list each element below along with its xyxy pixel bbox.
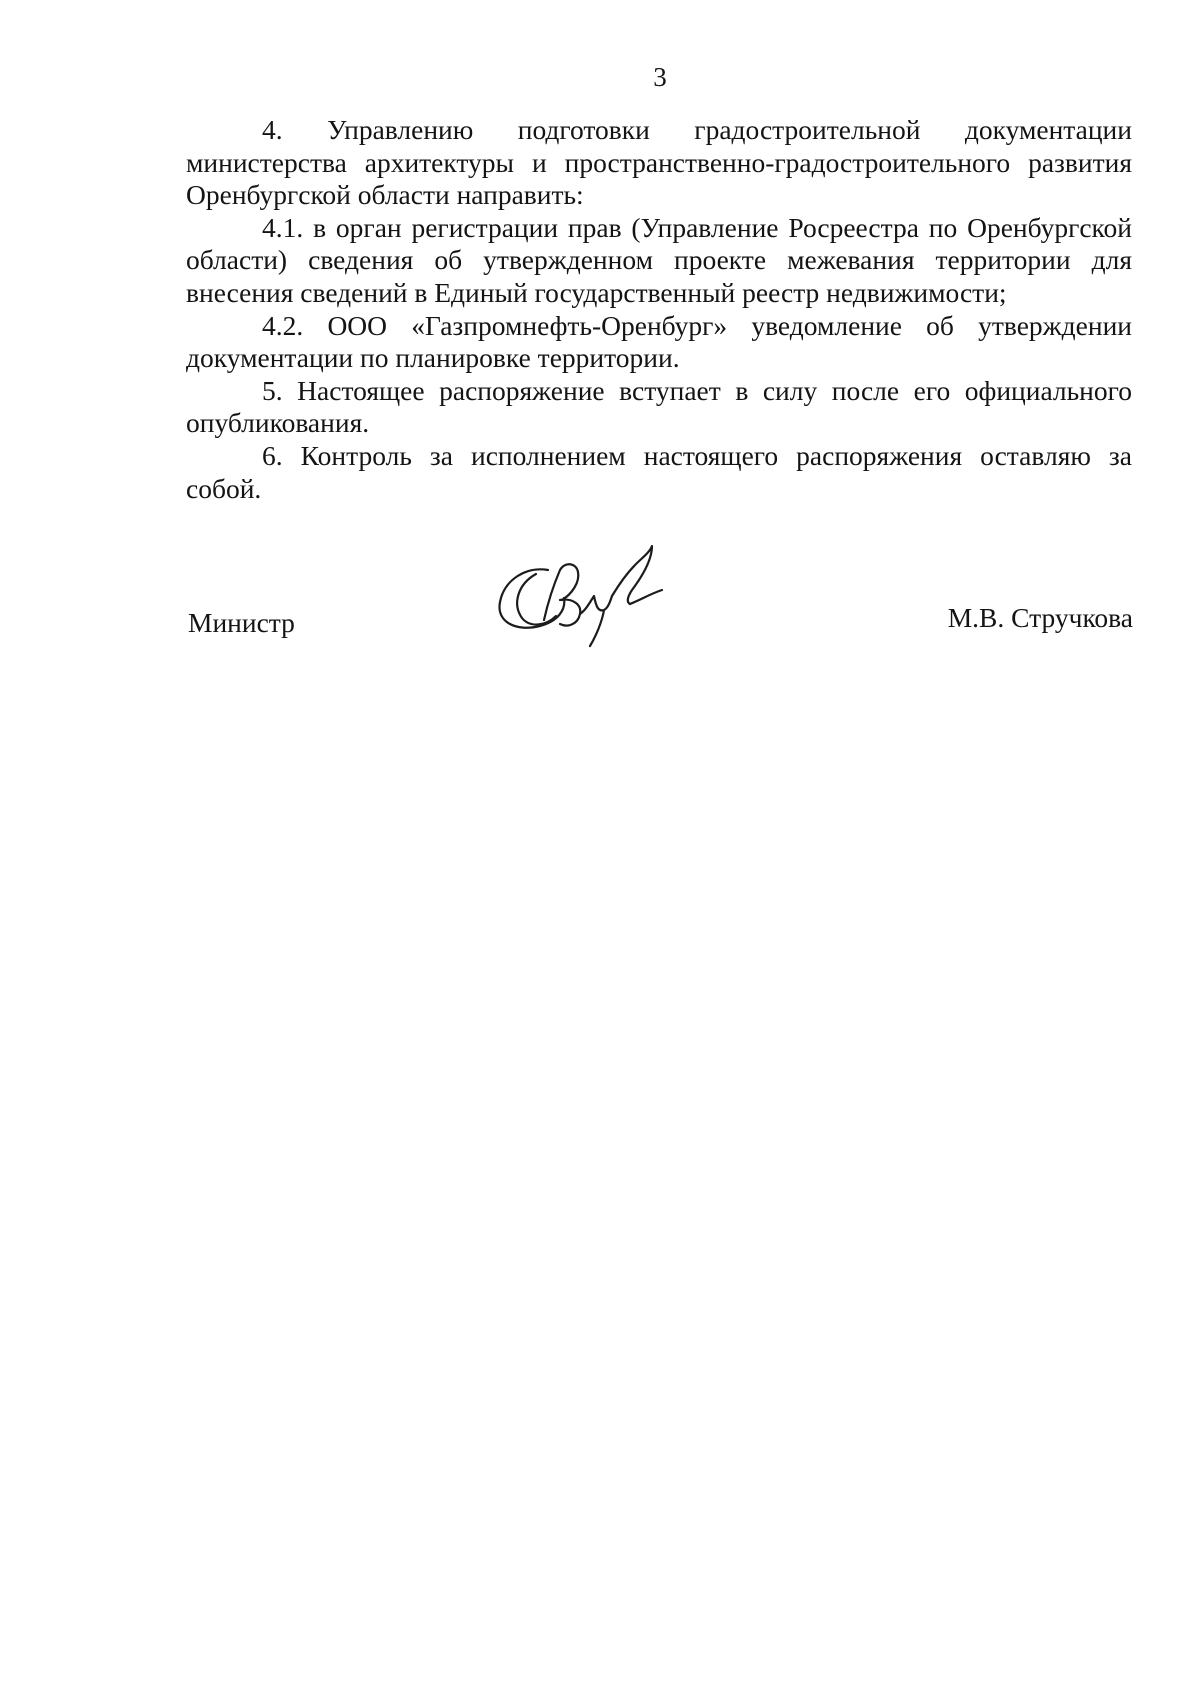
handwritten-signature	[486, 540, 676, 650]
paragraph-4: 4. Управлению подготовки градостроительной документации министерства архитектуры и пространственно-градостроительного развития Оренбургской области направить:	[186, 114, 1132, 211]
paragraph-5: 5. Настоящее распоряжение вступает в силу после его официального опубликования.	[186, 374, 1132, 439]
page-number: 3	[653, 62, 667, 92]
signatory-title: Министр	[188, 607, 295, 638]
signature-block	[186, 540, 1132, 650]
paragraph-4-1: 4.1. в орган регистрации прав (Управление Росреестра по Оренбургской области) сведения об утвержденном проекте межевания территории для внесения сведений в Единый государственный реестр недвижимости;	[186, 211, 1132, 308]
paragraph-4-2: 4.2. ООО «Газпромнефть-Оренбург» уведомление об утверждении документации по планировке территории.	[186, 309, 1132, 374]
document-body	[186, 114, 1132, 505]
paragraph-6: 6. Контроль за исполнением настоящего распоряжения оставляю за собой.	[186, 439, 1132, 504]
signatory-name: М.В. Стручкова	[947, 602, 1133, 633]
